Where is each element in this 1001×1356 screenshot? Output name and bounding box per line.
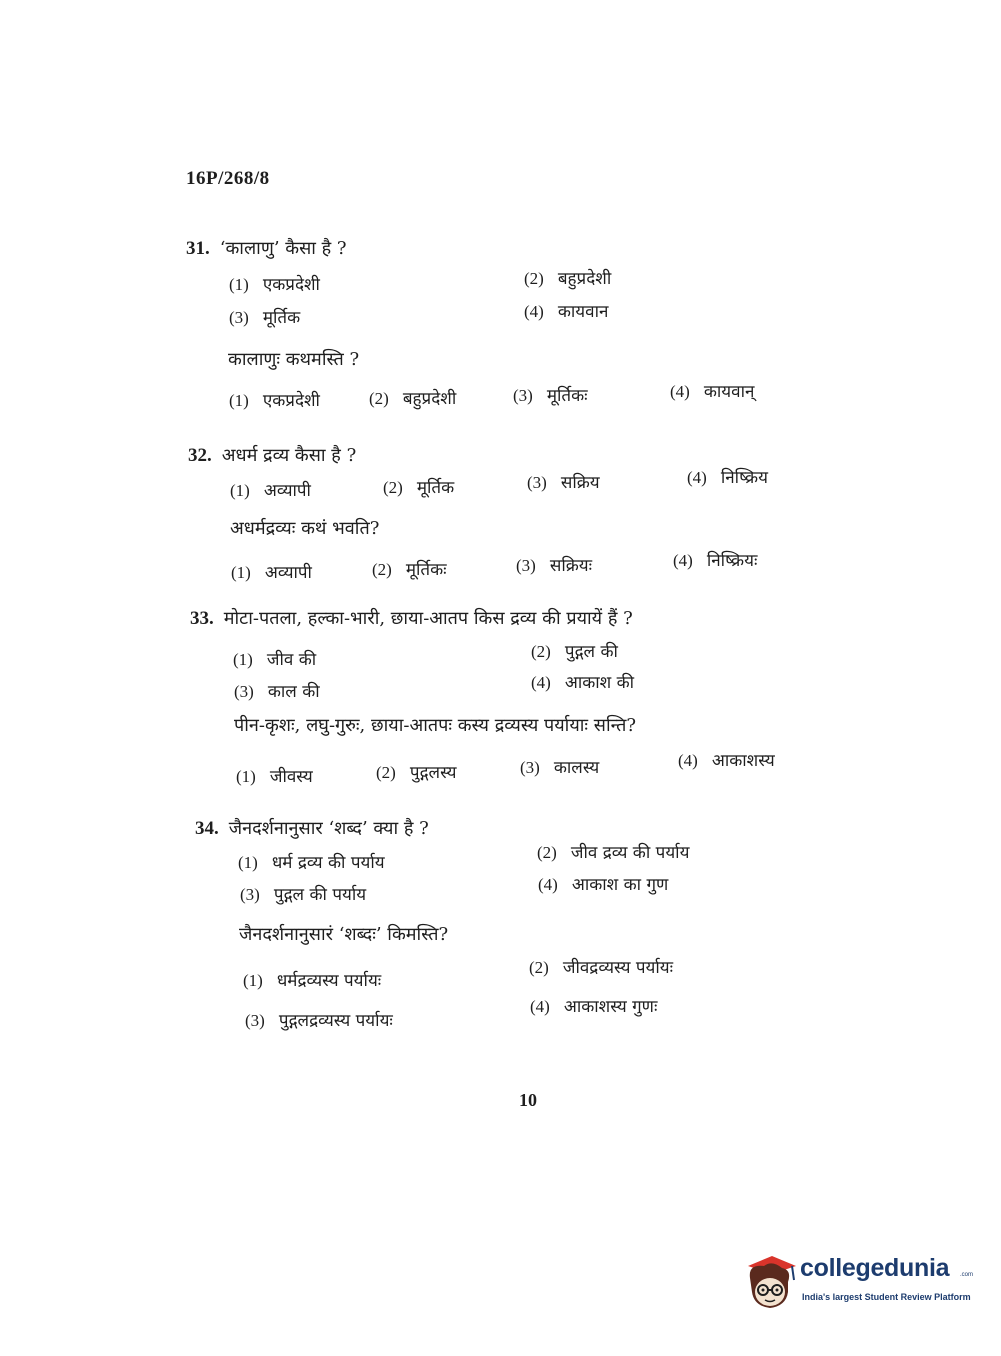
sanskrit-option-3[interactable]	[513, 383, 588, 406]
option-number: (1)	[229, 275, 249, 294]
option-2[interactable]	[524, 266, 611, 289]
option-number: (4)	[673, 551, 693, 570]
sanskrit-option-3[interactable]	[516, 553, 592, 576]
logo-domain: .com	[960, 1272, 974, 1278]
sanskrit-option-3[interactable]	[520, 755, 599, 778]
option-number: (1)	[236, 767, 256, 786]
option-text: धर्मद्रव्यस्य पर्यायः	[276, 971, 382, 991]
option-text: बहुप्रदेशी	[402, 389, 457, 409]
option-number: (4)	[538, 875, 558, 894]
option-text: जीव की	[266, 650, 317, 670]
option-text: पुद्गल की	[564, 642, 618, 662]
option-number: (1)	[238, 853, 258, 872]
option-2[interactable]	[383, 475, 454, 498]
option-number: (3)	[245, 1011, 265, 1030]
option-4[interactable]	[538, 872, 668, 895]
question-text	[190, 606, 633, 630]
sanskrit-option-2[interactable]	[372, 557, 447, 580]
option-number: (1)	[230, 481, 250, 500]
question-number: 32.	[188, 445, 212, 466]
option-text: जीवस्य	[269, 767, 313, 787]
sanskrit-question: पीन-कृशः, लघु-गुरुः, छाया-आतपः कस्य द्रव्यस्य पर्यायाः सन्ति?	[234, 715, 637, 736]
option-text: बहुप्रदेशी	[557, 269, 612, 289]
question-text	[186, 236, 347, 260]
option-4[interactable]	[524, 299, 608, 322]
option-number: (2)	[376, 763, 396, 782]
option-number: (4)	[531, 673, 551, 692]
option-3[interactable]	[234, 679, 320, 702]
paper-code: 16P/268/8	[186, 168, 270, 189]
option-text: कायवान्	[703, 382, 755, 402]
option-text: जीवद्रव्यस्य पर्यायः	[562, 958, 674, 978]
option-number: (1)	[231, 563, 251, 582]
sanskrit-option-3[interactable]	[245, 1008, 393, 1031]
option-number: (2)	[531, 642, 551, 661]
sanskrit-option-2[interactable]	[369, 386, 456, 409]
option-number: (3)	[229, 308, 249, 327]
option-text: पुद्गल की पर्याय	[273, 885, 367, 905]
sanskrit-question: जैनदर्शनानुसारं ‘शब्दः’ किमस्ति?	[239, 924, 449, 945]
hindi-question: ‘कालाणु’ कैसा है ?	[219, 238, 347, 259]
sanskrit-option-4[interactable]	[670, 379, 754, 402]
option-number: (2)	[529, 958, 549, 977]
option-number: (3)	[240, 885, 260, 904]
page-number: 10	[519, 1090, 537, 1110]
sanskrit-option-4[interactable]	[530, 994, 657, 1017]
option-number: (3)	[527, 473, 547, 492]
question-number: 34.	[195, 818, 219, 839]
option-number: (2)	[537, 843, 557, 862]
question-text	[195, 816, 429, 840]
option-text: आकाश का गुण	[571, 875, 669, 895]
option-number: (3)	[520, 758, 540, 777]
option-number: (4)	[530, 997, 550, 1016]
option-number: (2)	[372, 560, 392, 579]
option-3[interactable]	[240, 882, 366, 905]
sanskrit-option-1[interactable]	[231, 560, 312, 583]
option-text: अव्यापी	[264, 563, 312, 583]
option-4[interactable]	[531, 670, 634, 693]
hindi-question: जैनदर्शनानुसार ‘शब्द’ क्या है ?	[228, 818, 429, 839]
option-3[interactable]	[229, 305, 300, 328]
option-text: मूर्तिक	[262, 308, 301, 328]
mascot-icon	[742, 1252, 800, 1312]
sanskrit-option-2[interactable]	[529, 955, 673, 978]
option-number: (2)	[383, 478, 403, 497]
option-text: आकाशस्य गुणः	[563, 997, 658, 1017]
sanskrit-option-2[interactable]	[376, 760, 457, 783]
option-text: एकप्रदेशी	[262, 391, 320, 411]
sanskrit-option-1[interactable]	[229, 388, 320, 411]
option-number: (3)	[513, 386, 533, 405]
option-text: कायवान	[557, 302, 609, 322]
option-text: आकाश की	[564, 673, 635, 693]
option-number: (1)	[233, 650, 253, 669]
option-1[interactable]	[238, 850, 385, 873]
option-number: (4)	[678, 751, 698, 770]
option-text: सक्रियः	[549, 556, 593, 576]
option-text: एकप्रदेशी	[262, 275, 320, 295]
option-number: (1)	[229, 391, 249, 410]
option-text: अव्यापी	[263, 481, 311, 501]
option-text: पुद्गलस्य	[409, 763, 457, 783]
question-number: 33.	[190, 608, 214, 629]
option-text: निष्क्रियः	[706, 551, 758, 571]
option-number: (4)	[524, 302, 544, 321]
option-text: आकाशस्य	[711, 751, 775, 771]
hindi-question: अधर्म द्रव्य कैसा है ?	[221, 445, 357, 466]
sanskrit-option-1[interactable]	[243, 968, 381, 991]
logo-brand: collegedunia	[800, 1254, 950, 1282]
option-4[interactable]	[687, 465, 768, 488]
option-number: (3)	[516, 556, 536, 575]
sanskrit-question: अधर्मद्रव्यः कथं भवति?	[230, 518, 380, 539]
option-1[interactable]	[233, 647, 316, 670]
sanskrit-option-1[interactable]	[236, 764, 313, 787]
option-3[interactable]	[527, 470, 600, 493]
collegedunia-logo	[742, 1252, 972, 1312]
option-text: मूर्तिकः	[546, 386, 588, 406]
option-number: (1)	[243, 971, 263, 990]
question-number: 31.	[186, 238, 210, 259]
option-text: जीव द्रव्य की पर्याय	[570, 843, 690, 863]
option-number: (3)	[234, 682, 254, 701]
option-text: पुद्गलद्रव्यस्य पर्यायः	[278, 1011, 393, 1031]
hindi-question: मोटा-पतला, हल्का-भारी, छाया-आतप किस द्रव्य की प्रयायें हैं ?	[223, 608, 633, 629]
option-1[interactable]	[229, 272, 320, 295]
sanskrit-option-4[interactable]	[673, 548, 757, 571]
option-text: मूर्तिक	[416, 478, 455, 498]
option-text: निष्क्रिय	[720, 468, 768, 488]
option-text: मूर्तिकः	[405, 560, 447, 580]
option-1[interactable]	[230, 478, 311, 501]
sanskrit-option-4[interactable]	[678, 748, 775, 771]
option-number: (2)	[369, 389, 389, 408]
option-2[interactable]	[531, 639, 618, 662]
option-number: (2)	[524, 269, 544, 288]
option-2[interactable]	[537, 840, 689, 863]
option-text: सक्रिय	[560, 473, 600, 493]
question-text	[188, 443, 356, 467]
sanskrit-question: कालाणुः कथमस्ति ?	[228, 349, 360, 370]
option-number: (4)	[670, 382, 690, 401]
logo-tagline: India's largest Student Review Platform	[802, 1292, 971, 1302]
option-text: कालस्य	[553, 758, 600, 778]
option-text: काल की	[267, 682, 320, 702]
option-text: धर्म द्रव्य की पर्याय	[271, 853, 385, 873]
option-number: (4)	[687, 468, 707, 487]
